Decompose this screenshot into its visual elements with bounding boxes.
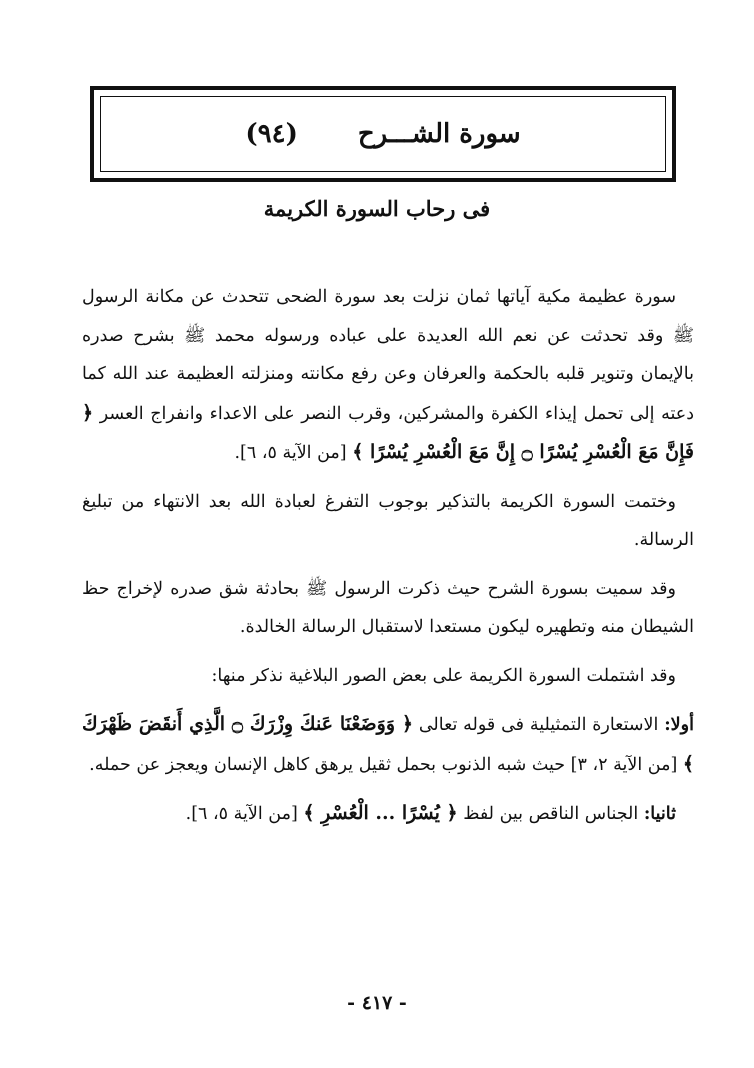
page-number: - ٤١٧ - — [347, 992, 407, 1014]
paragraph-ending: وختمت السورة الكريمة بالتذكير بوجوب التفرغ لعبادة الله بعد الانتهاء من تبليغ الرسالة. — [82, 491, 694, 550]
paragraph-naming: وقد سميت بسورة الشرح حيث ذكرت الرسول ﷺ بحادثة شق صدره لإخراج حظ الشيطان منه وتطهيره ليكون مستعدا لاستقبال الرسالة الخالدة. — [82, 578, 694, 637]
verse-reference: [من الآية ٥، ٦]. — [234, 443, 347, 463]
first-figure-text: الاستعارة التمثيلية فى قوله تعالى — [418, 715, 659, 735]
verse-reference: [من الآية ٥، ٦]. — [185, 804, 298, 824]
paragraph-first-figure — [82, 705, 694, 784]
surah-number: (٩٤) — [245, 119, 298, 149]
header-inner-frame — [100, 96, 666, 172]
paragraph-intro-text: سورة عظيمة مكية آياتها ثمان نزلت بعد سورة الضحى تتحدث عن مكانة الرسول ﷺ وقد تحدثت عن نعم الله العديدة على عباده ورسوله محمد ﷺ بشرح صدره بالإيمان وتنوير قلبه بالحكمة والعرفان وعن رفع مكانته ومنزلته العظيمة عند الله كما دعته إلى تحمل إيذاء الكفرة والمشركين، وقرب النصر على الاعداء وانفراج العسر — [82, 287, 694, 424]
section-subtitle: فى رحاب السورة الكريمة — [263, 196, 491, 221]
paragraph-second-figure — [82, 794, 694, 834]
paragraph-rhetoric-intro: وقد اشتملت السورة الكريمة على بعض الصور البلاغية نذكر منها: — [211, 665, 676, 686]
quran-verse: ﴿ فَإِنَّ مَعَ الْعُسْرِ يُسْرًا ۝ إِنَّ مَعَ الْعُسْرِ يُسْرًا ﴾ — [82, 401, 694, 463]
quran-verse: ﴿ وَوَضَعْنَا عَنكَ وِزْرَكَ ۝ الَّذِي أَنقَضَ ظَهْرَكَ ﴾ — [82, 713, 694, 775]
second-figure-text: الجناس الناقص بين لفظ — [463, 804, 639, 824]
second-label: ثانيا: — [643, 804, 676, 824]
first-label: أولا: — [664, 715, 694, 735]
header-frame — [90, 86, 676, 182]
paragraph-intro — [82, 278, 694, 473]
surah-name: سورة الشـــرح — [357, 119, 521, 149]
quran-verse: ﴿ يُسْرًا ... الْعُسْرِ ﴾ — [303, 802, 458, 824]
first-figure-explanation: [من الآية ٢، ٣] حيث شبه الذنوب بحمل ثقيل يرهق كاهل الإنسان ويعجز عن حمله. — [89, 754, 678, 775]
body-text — [82, 278, 694, 844]
